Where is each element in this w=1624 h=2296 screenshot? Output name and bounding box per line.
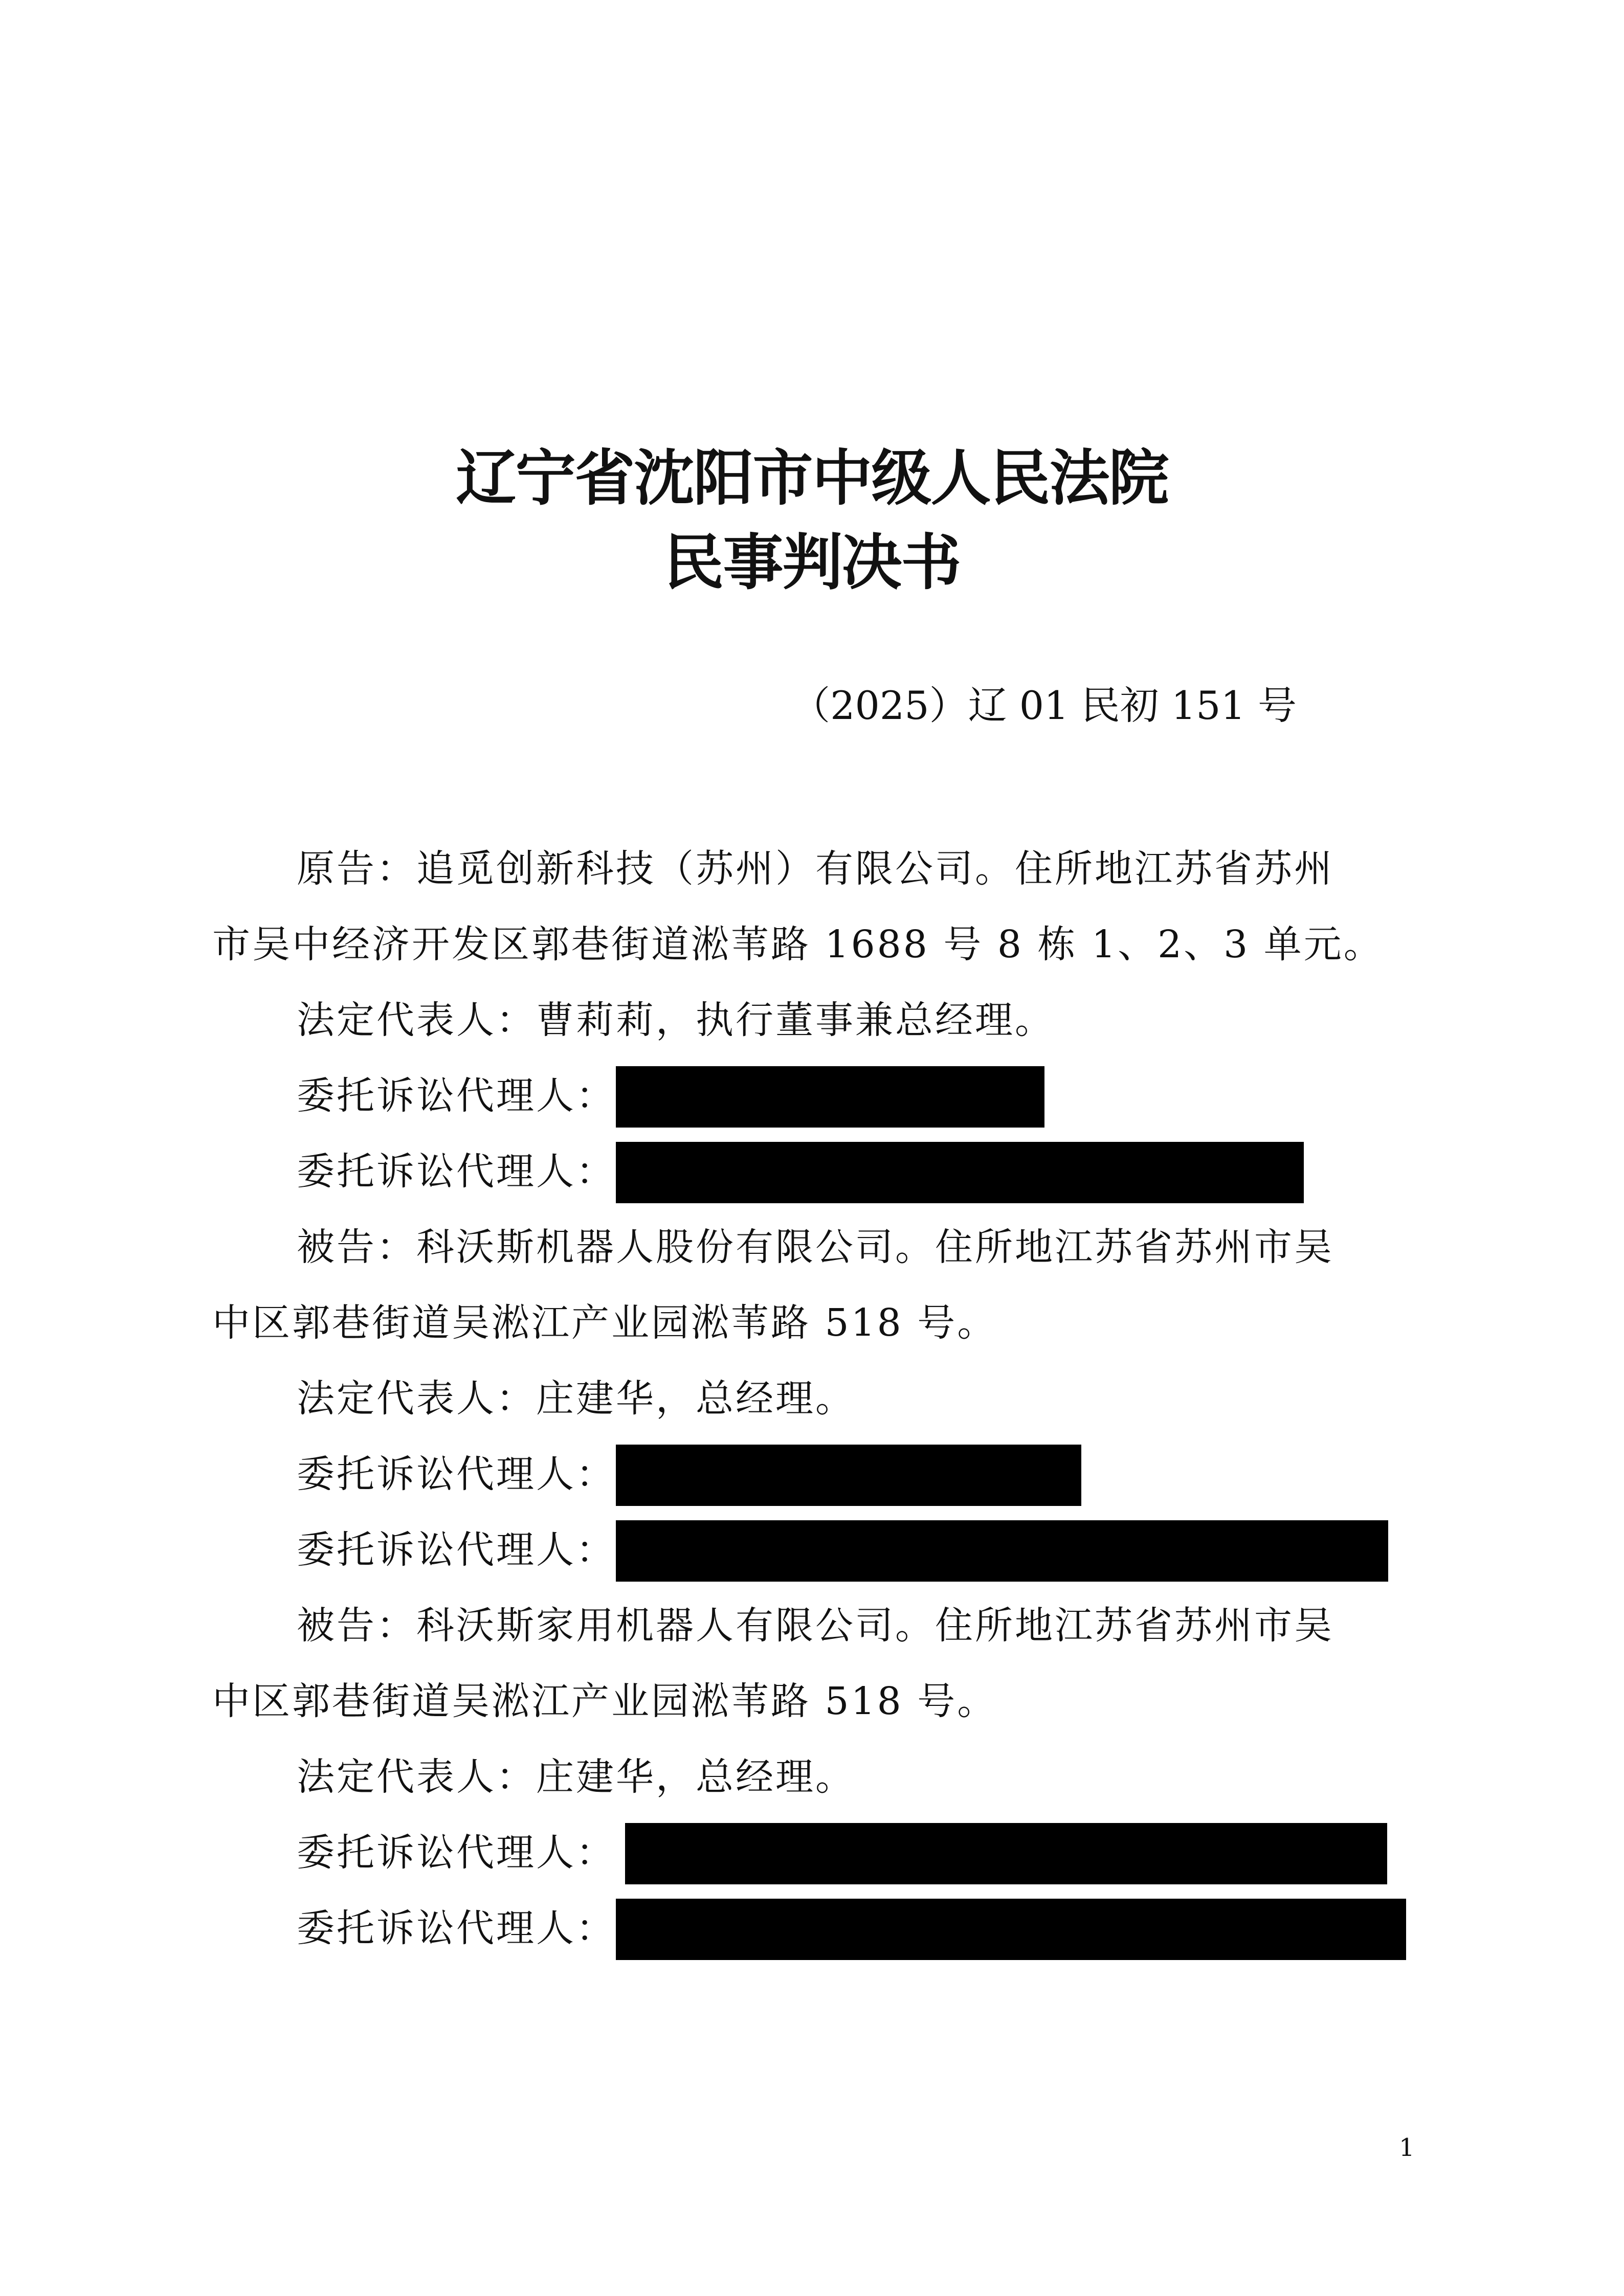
agent-label: 委托诉讼代理人：	[297, 1150, 616, 1194]
defendant2-agent-2	[212, 1890, 1414, 1966]
defendant1-agent-1	[212, 1436, 1414, 1512]
plaintiff-line-1: 原告：追觅创新科技（苏州）有限公司。住所地江苏省苏州	[297, 847, 1334, 891]
plaintiff-legal-rep: 法定代表人：曹莉莉，执行董事兼总经理。	[297, 998, 1055, 1042]
defendant2-line-1: 被告：科沃斯家用机器人有限公司。住所地江苏省苏州市吴	[297, 1604, 1334, 1648]
defendant1-line-1: 被告：科沃斯机器人股份有限公司。住所地江苏省苏州市吴	[297, 1225, 1334, 1269]
redaction-block	[616, 1142, 1304, 1203]
defendant1-agent-2	[212, 1512, 1414, 1588]
redaction-block	[616, 1899, 1406, 1960]
agent-label: 委托诉讼代理人：	[297, 1906, 616, 1950]
defendant1-line-2: 中区郭巷街道吴淞江产业园淞苇路 518 号。	[212, 1301, 997, 1345]
agent-label: 委托诉讼代理人：	[297, 1831, 616, 1875]
defendant2-legal-rep: 法定代表人：庄建华，总经理。	[297, 1755, 855, 1799]
defendant1-legal-rep: 法定代表人：庄建华，总经理。	[297, 1377, 855, 1421]
defendant2-agent-1	[212, 1815, 1414, 1890]
redaction-block	[616, 1445, 1081, 1506]
plaintiff-line-2: 市吴中经济开发区郭巷街道淞苇路 1688 号 8 栋 1、2、3 单元。	[212, 922, 1384, 966]
redaction-block	[616, 1066, 1044, 1128]
court-name: 辽宁省沈阳市中级人民法院	[456, 442, 1168, 513]
parties-section	[212, 831, 1414, 1966]
agent-label: 委托诉讼代理人：	[297, 1452, 616, 1496]
plaintiff-agent-1	[212, 1058, 1414, 1134]
document-type: 民事判决书	[663, 527, 961, 598]
redaction-block	[625, 1823, 1387, 1884]
agent-label: 委托诉讼代理人：	[297, 1074, 616, 1118]
defendant2-line-2: 中区郭巷街道吴淞江产业园淞苇路 518 号。	[212, 1679, 997, 1723]
case-number: （2025）辽 01 民初 151 号	[791, 683, 1297, 728]
plaintiff-agent-2	[212, 1134, 1414, 1209]
page-number: 1	[1399, 2133, 1415, 2162]
agent-label: 委托诉讼代理人：	[297, 1528, 616, 1572]
redaction-block	[616, 1520, 1388, 1582]
